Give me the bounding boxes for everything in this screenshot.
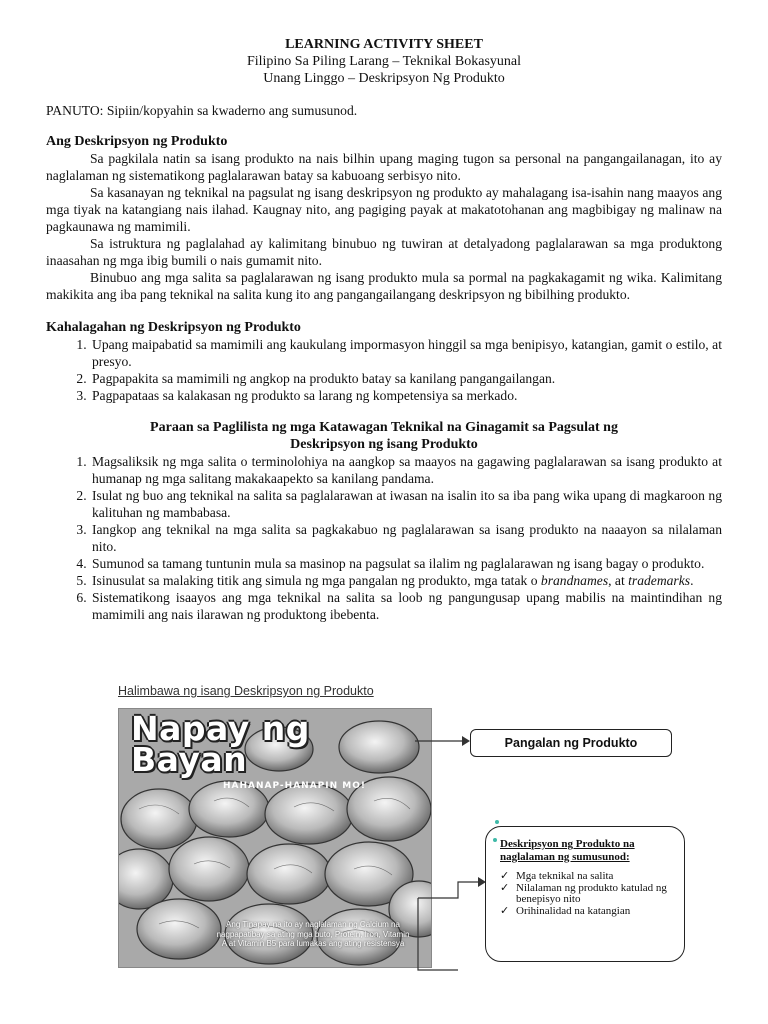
description-item-text: Mga teknikal na salita	[516, 870, 614, 882]
sheet-week: Unang Linggo – Deskripsyon Ng Produkto	[263, 71, 505, 86]
item5-end: .	[690, 573, 694, 588]
list-item: 2. Pagpapakita sa mamimili ng angkop na produkto batay sa kanilang pangangailangan.	[90, 370, 722, 387]
section2-heading: Kahalagahan ng Deskripsyon ng Produkto	[46, 320, 301, 335]
section1-paragraph: Sa kasanayan ng teknikal na pagsulat ng isang deskripsyon ng produkto ay mahalagang isa-isahin nang maayos ang mga tiyak na katangiang nais ilahad. Kaugnay nito, ang pagiging payak at makatotohanan ang magbibigay ng malinaw na pagkaunawa ng mamimili.	[46, 185, 722, 234]
decorative-dot	[495, 820, 499, 824]
item5-text: Isinusulat sa malaking titik ang simula ng mga pangalan ng produkto, mga tatak o	[92, 573, 541, 588]
list-item: 6. Sistematikong isaayos ang mga teknikal na salita sa loob ng pangungusap upang mabilis na maintindihan ng mamimili ang nais ilarawan ng produktong ibebenta.	[90, 589, 722, 623]
list-item	[500, 883, 674, 906]
sheet-subject: Filipino Sa Piling Larang – Teknikal Bokasyunal	[246, 54, 522, 69]
description-box-list	[500, 871, 674, 917]
product-description: Ang Tinapay na ito ay naglalaman ng Calcium na nagpapatibay sa ating mga buto, Protein, Iron, Vitamin A at Vitamin B5 para lumakas ang ating resistensya	[216, 920, 410, 948]
check-icon: ✓	[500, 870, 510, 882]
section3-heading-line2: Deskripsyon ng isang Produkto	[290, 437, 478, 452]
section1-paragraph: Sa istruktura ng paglalahad ay kalimitang binubuo ng tuwiran at detalyadong paglalarawan sa mga produktong inaasahan ng mga ibig bumili o nais gumamit nito.	[46, 236, 722, 268]
item5-connector: , at	[608, 573, 629, 588]
product-name-line2: Bayan	[131, 740, 248, 779]
list-item: 3. Iangkop ang teknikal na mga salita sa pagkakabuo ng paglalarawan sa isang produkto na naaayon sa nilalaman nito.	[90, 521, 722, 555]
description-item-text: Nilalaman ng produkto katulad ng benepisyo nito	[516, 881, 667, 905]
section1-heading: Ang Deskripsyon ng Produkto	[46, 134, 228, 149]
check-icon: ✓	[500, 881, 510, 894]
list-item: 4. Sumunod sa tamang tuntunin mula sa masinop na pagsulat sa ilalim ng paglalarawan ng isang bagay o produkto.	[90, 555, 722, 572]
product-name-label-box: Pangalan ng Produkto	[470, 729, 672, 757]
instruction: PANUTO: Sipiin/kopyahin sa kwaderno ang sumusunod.	[46, 103, 358, 118]
example-caption: Halimbawa ng isang Deskripsyon ng Produkto	[118, 684, 374, 698]
sheet-title: LEARNING ACTIVITY SHEET	[285, 37, 483, 52]
product-name-line1: Napay ng	[131, 709, 310, 748]
section3-heading-line1: Paraan sa Paglilista ng mga Katawagan Teknikal na Ginagamit sa Pagsulat ng	[150, 420, 618, 435]
section1-paragraph: Binubuo ang mga salita sa paglalarawan ng isang produkto mula sa pormal na pagkakagamit ng wika. Kalimitang makikita ang iba pang teknikal na salita kung ito ang pangangailangang deskripsyon ng bibilhing produkto.	[46, 270, 722, 302]
description-item-text: Orihinalidad na katangian	[516, 904, 631, 917]
product-tagline: HAHANAP-HANAPIN MO!	[223, 781, 366, 791]
check-icon: ✓	[500, 904, 510, 917]
list-item: 1. Magsaliksik ng mga salita o terminolohiya na aangkop sa maayos na gagawing paglalarawan sa isang produkto at humanap ng mga salitang makakaapekto sa kanilang pandama.	[90, 453, 722, 487]
list-item: 1. Upang maipabatid sa mamimili ang kaukulang impormasyon hinggil sa mga benipisyo, katangian, gamit o estilo, at presyo.	[90, 336, 722, 370]
list-item: 2. Isulat ng buo ang teknikal na salita sa paglalarawan at iwasan na isalin ito sa iba pang wika upang di magkaroon ng kalituhan ng mambabasa.	[90, 487, 722, 521]
trademarks-term: trademarks	[628, 573, 691, 588]
description-box-title: Deskripsyon ng Produkto na naglalaman ng sumusunod:	[500, 838, 635, 863]
section1-paragraph: Sa pagkilala natin sa isang produkto na nais bilhin upang maging tugon sa personal na pangangailanagan, ito ay naglalaman ng sistematikong paglalarawan batay sa kabuoang serbisyo nito.	[46, 151, 722, 183]
list-item	[500, 906, 674, 918]
description-label-box	[485, 826, 685, 962]
list-item: 3. Pagpapataas sa kalakasan ng produkto sa larang ng kompetensiya sa merkado.	[90, 387, 722, 404]
brandnames-term: brandnames	[540, 573, 609, 588]
